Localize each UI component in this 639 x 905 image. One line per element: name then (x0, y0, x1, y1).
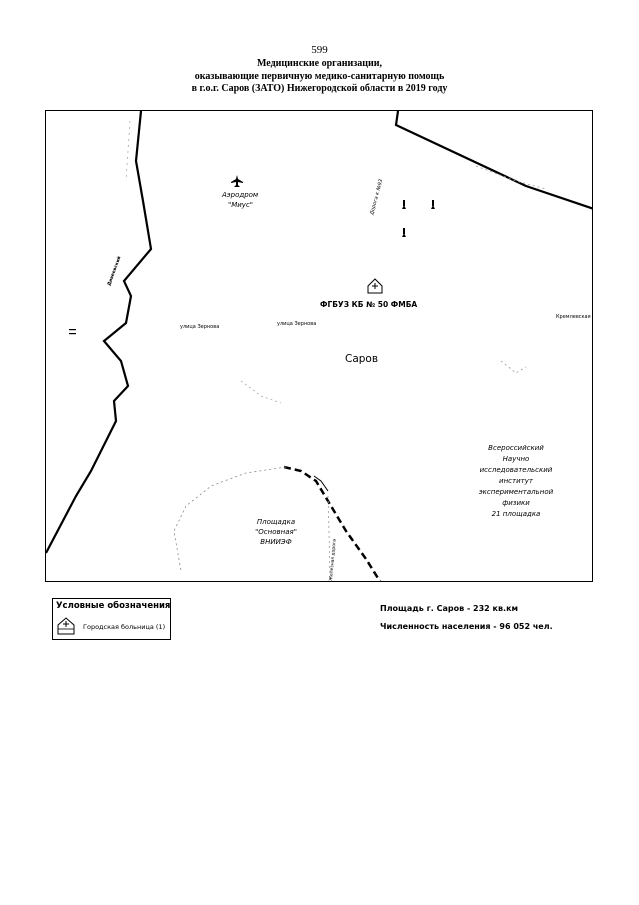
dotted-road-4 (501, 361, 526, 373)
street-label-1: улица Зернова (180, 324, 220, 330)
vniief-line-3: исследовательский (479, 466, 553, 474)
dotted-road-6 (241, 381, 281, 403)
title-line-1: Медицинские организации, (256, 58, 383, 69)
site-line-2: "Основная" (255, 528, 297, 536)
vniief-line-1: Всероссийский (488, 444, 544, 452)
page-number: 599 (311, 44, 328, 56)
title-line-2: оказывающие первичную медико-санитарную помощь (194, 70, 445, 82)
airfield-label: Аэродром (222, 191, 259, 199)
site-label (255, 518, 297, 546)
district-boundary-left (46, 111, 151, 553)
road-label: Дорога к №93 (369, 178, 385, 216)
dotted-road-5 (126, 121, 130, 181)
dotted-road-3 (476, 166, 546, 189)
page-title (0, 58, 639, 96)
hospital-icon (368, 279, 382, 293)
vniief-line-4: институт (499, 477, 533, 485)
airfield-sublabel: "Миус" (228, 201, 254, 209)
vniief-line-6: физики (502, 499, 530, 507)
legend-item-label: Городская больница (1) (83, 623, 166, 631)
district-label-left: Дивеевский (107, 255, 123, 287)
legend-item (56, 616, 170, 636)
population-stat: Численность населения - 96 052 чел. (380, 622, 553, 631)
legend (52, 598, 171, 640)
legend-title: Условные обозначения (56, 601, 171, 611)
city-label: Саров (345, 353, 379, 365)
small-mark-2 (69, 333, 76, 334)
title-line-3: в г.о.г. Саров (ЗАТО) Нижегородской области в 2019 году (191, 83, 448, 94)
site-line-3: ВНИИЭФ (260, 538, 292, 546)
street-label-2: улица Зернова (277, 321, 317, 327)
vniief-line-5: экспериментальной (478, 488, 554, 496)
street-label-edge: Кремлевская (556, 314, 591, 320)
small-mark-1 (69, 329, 76, 330)
area-stat: Площадь г. Саров - 232 кв.км (380, 604, 519, 613)
map-canvas (46, 111, 593, 582)
site-line-1: Площадка (256, 518, 296, 526)
hospital-icon (56, 616, 78, 636)
rail-label: Железная дорога (329, 538, 338, 582)
marker-icon (402, 200, 435, 237)
airplane-icon (231, 175, 243, 187)
vniief-line-2: Научно (502, 455, 530, 463)
district-boundary-right (396, 111, 593, 209)
hospital-label: ФГБУЗ КБ № 50 ФМБА (320, 300, 418, 309)
map-frame[interactable] (45, 110, 593, 582)
vniief-label (479, 444, 554, 518)
vniief-line-7: 21 площадка (491, 510, 541, 518)
